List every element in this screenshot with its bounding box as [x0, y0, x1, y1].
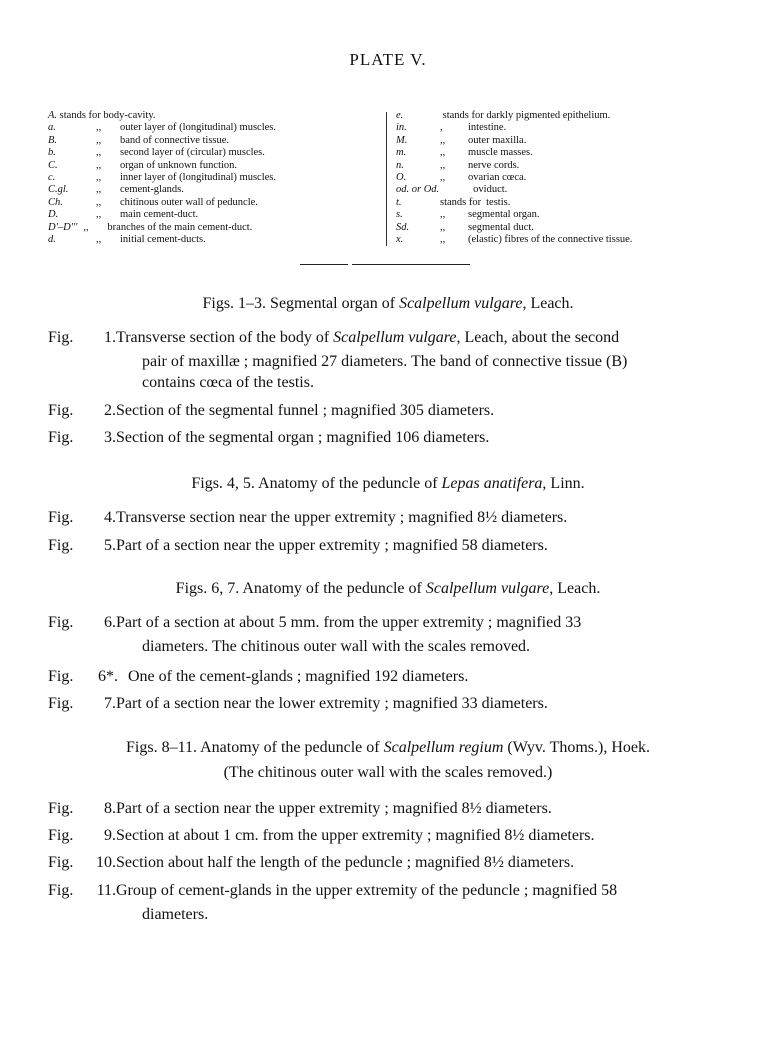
legend-symbol: O. — [396, 172, 407, 184]
legend-left — [48, 110, 378, 246]
fig-label: Fig. — [48, 329, 74, 346]
legend-text: outer layer of (longitudinal) muscles. — [120, 122, 276, 134]
legend-ditto: ,, — [96, 184, 102, 196]
description-text: Part of a section at about 5 mm. from the upper extremity ; magnified 33 — [116, 614, 582, 631]
fig-label: Fig. — [48, 614, 74, 631]
legend-row — [48, 147, 378, 159]
legend-text: segmental duct. — [468, 221, 534, 233]
legend-text: ovarian cœca. — [468, 172, 527, 184]
fig-number: 7. — [104, 695, 116, 712]
legend-ditto: , — [440, 122, 443, 134]
fig-description — [116, 611, 736, 659]
legend-row — [48, 135, 378, 147]
legend-ditto: ,, — [96, 234, 102, 246]
legend-row — [396, 197, 716, 209]
fig-number: 6*. — [98, 668, 118, 685]
fig-label: Fig. — [48, 827, 74, 844]
legend-text: oviduct. — [473, 184, 508, 196]
legend-text: initial cement-ducts. — [120, 234, 206, 246]
fig-label: Fig. — [48, 854, 74, 871]
legend-ditto: ,, — [440, 221, 446, 233]
legend-text: segmental organ. — [468, 209, 540, 221]
legend-text: main cement-duct. — [120, 209, 199, 221]
legend-row — [48, 122, 378, 134]
legend-symbol: A. — [48, 110, 58, 121]
legend-row — [396, 184, 716, 196]
legend-symbol: Ch. — [48, 196, 63, 208]
legend-symbol: C. — [48, 159, 58, 171]
legend-symbol: Sd. — [396, 221, 410, 233]
heading-text: Figs. 6, 7. Anatomy of the peduncle of — [175, 580, 426, 597]
fig-number: 11. — [96, 882, 116, 899]
group-heading — [0, 295, 776, 313]
fig-description: Section of the segmental organ ; magnified 106 diameters. — [116, 429, 490, 446]
fig-number: 2. — [104, 402, 116, 419]
fig-label: Fig. — [48, 668, 74, 685]
column-divider — [386, 112, 387, 246]
legend-text: band of connective tissue. — [120, 134, 230, 146]
fig-label: Fig. — [48, 537, 74, 554]
legend-symbol: n. — [396, 159, 404, 171]
fig-number: 3. — [104, 429, 116, 446]
fig-number: 4. — [104, 509, 116, 526]
legend-row — [396, 172, 716, 184]
fig-description: Section of the segmental funnel ; magnified 305 diameters. — [116, 402, 495, 419]
divider-rule — [352, 264, 470, 265]
group-heading-note: (The chitinous outer wall with the scales removed.) — [223, 764, 553, 781]
species-name: Scalpellum vulgare — [399, 295, 523, 312]
legend-row — [48, 222, 378, 234]
fig-description — [116, 326, 736, 374]
species-name: Scalpellum vulgare — [425, 580, 550, 597]
legend-row — [396, 110, 716, 122]
fig-label: Fig. — [48, 429, 74, 446]
heading-text: Figs. 4, 5. Anatomy of the peduncle of — [191, 475, 442, 492]
legend-ditto: ,, — [440, 209, 446, 221]
legend-ditto: ,, — [96, 172, 102, 184]
species-name: Scalpellum vulgare — [333, 329, 457, 346]
legend-symbol: B. — [48, 134, 58, 146]
description-text: , Leach, about the second — [456, 329, 620, 346]
legend-text: stands for body-cavity. — [59, 110, 156, 121]
legend-symbol: t. — [396, 196, 402, 208]
legend-text: organ of unknown function. — [120, 159, 238, 171]
description-continuation: diameters. The chitinous outer wall with the scales removed. — [142, 638, 531, 655]
plate-title: PLATE V. — [349, 50, 427, 69]
legend-ditto: ,, — [96, 122, 102, 134]
legend-text: stands for darkly pigmented epithelium. — [442, 110, 611, 121]
legend-symbol: M. — [396, 134, 408, 146]
fig-number: 10. — [96, 854, 116, 871]
legend-text: cement-glands. — [120, 184, 184, 196]
legend-right — [396, 110, 716, 246]
fig-number: 5. — [104, 537, 116, 554]
fig-number: 8. — [104, 800, 116, 817]
fig-label: Fig. — [48, 882, 74, 899]
description-continuation: contains cœca of the testis. — [142, 374, 314, 391]
legend-row — [396, 234, 716, 246]
heading-text: , Linn. — [542, 475, 585, 492]
description-text: Transverse section of the body of — [116, 329, 334, 346]
fig-label: Fig. — [48, 695, 74, 712]
legend-text: inner layer of (longitudinal) muscles. — [120, 172, 276, 184]
legend-symbol: s. — [396, 209, 403, 221]
description-text: Group of cement-glands in the upper extremity of the peduncle ; magnified 58 — [116, 882, 618, 899]
legend-ditto — [445, 184, 473, 196]
species-name: Scalpellum regium — [383, 739, 504, 756]
fig-label: Fig. — [48, 509, 74, 526]
heading-text: (Wyv. Thoms.), Hoek. — [503, 739, 650, 756]
legend-text: nerve cords. — [468, 159, 520, 171]
heading-text: , Leach. — [522, 295, 574, 312]
heading-text: , Leach. — [549, 580, 601, 597]
fig-description: Section about half the length of the peduncle ; magnified 8½ diameters. — [116, 854, 575, 871]
fig-description: Transverse section near the upper extremity ; magnified 8½ diameters. — [116, 509, 568, 526]
legend-row — [396, 122, 716, 134]
legend-row — [48, 172, 378, 184]
fig-label: Fig. — [48, 402, 74, 419]
group-heading — [0, 739, 776, 757]
legend-symbol: in. — [396, 122, 407, 134]
legend-symbol: m. — [396, 147, 407, 159]
legend-symbol: x. — [396, 234, 404, 246]
legend-row — [396, 160, 716, 172]
legend-ditto: ,, — [96, 209, 102, 221]
legend-row — [48, 197, 378, 209]
legend-text: chitinous outer wall of peduncle. — [120, 196, 258, 208]
legend-ditto: ,, — [96, 159, 102, 171]
legend-ditto: ,, — [440, 134, 446, 146]
legend-text: muscle masses. — [468, 147, 533, 159]
legend-symbol: D. — [48, 209, 59, 221]
legend-text: testis. — [486, 196, 511, 208]
legend-text: branches of the main cement-duct. — [107, 221, 253, 233]
fig-description: Part of a section near the lower extremity ; magnified 33 diameters. — [116, 695, 548, 712]
legend-symbol: e. — [396, 110, 404, 121]
legend-row — [48, 110, 378, 122]
heading-text: Figs. 1–3. Segmental organ of — [202, 295, 400, 312]
description-continuation: diameters. — [142, 906, 209, 923]
legend-text: second layer of (circular) muscles. — [120, 147, 265, 159]
legend-ditto: ,, — [440, 172, 446, 184]
legend-ditto: ,, — [96, 147, 102, 159]
heading-text: Figs. 8–11. Anatomy of the peduncle of — [126, 739, 384, 756]
legend-row — [396, 209, 716, 221]
legend-symbol: d. — [48, 234, 56, 246]
fig-number: 9. — [104, 827, 116, 844]
legend-symbol: b. — [48, 147, 56, 159]
fig-description — [116, 371, 736, 395]
legend-row — [48, 209, 378, 221]
legend-ditto: ,, — [96, 134, 102, 146]
legend-ditto: ,, — [83, 221, 89, 233]
fig-description: Section at about 1 cm. from the upper extremity ; magnified 8½ diameters. — [116, 827, 595, 844]
fig-description: Part of a section near the upper extremity ; magnified 58 diameters. — [116, 537, 548, 554]
legend-ditto: ,, — [96, 196, 102, 208]
description-continuation: pair of maxillæ ; magnified 27 diameters. The band of connective tissue (B) — [142, 353, 628, 370]
legend-ditto: ,, — [440, 234, 446, 246]
group-heading — [0, 475, 776, 493]
fig-number: 6. — [104, 614, 116, 631]
fig-number: 1. — [104, 329, 116, 346]
legend-ditto: stands for — [440, 196, 482, 208]
legend-symbol: c. — [48, 172, 56, 184]
fig-label: Fig. — [48, 800, 74, 817]
legend-text: (elastic) fibres of the connective tissue. — [468, 234, 633, 246]
legend-text: outer maxilla. — [468, 134, 527, 146]
legend-text: intestine. — [468, 122, 507, 134]
legend-ditto: ,, — [440, 147, 446, 159]
group-heading — [0, 580, 776, 598]
legend-symbol: D'–D''' — [48, 221, 78, 233]
fig-description — [116, 879, 736, 927]
divider-rule — [300, 264, 348, 265]
legend-row — [396, 135, 716, 147]
legend-symbol: a. — [48, 122, 56, 134]
legend-row — [396, 222, 716, 234]
legend-row — [396, 147, 716, 159]
fig-description: Part of a section near the upper extremity ; magnified 8½ diameters. — [116, 800, 552, 817]
legend-symbol: od. or Od. — [396, 184, 440, 196]
legend-ditto: ,, — [440, 159, 446, 171]
legend-symbol: C.gl. — [48, 184, 69, 196]
species-name: Lepas anatifera — [441, 475, 543, 492]
legend-row — [48, 234, 378, 246]
legend-row — [48, 184, 378, 196]
legend-row — [48, 160, 378, 172]
fig-description: One of the cement-glands ; magnified 192 diameters. — [128, 668, 469, 685]
